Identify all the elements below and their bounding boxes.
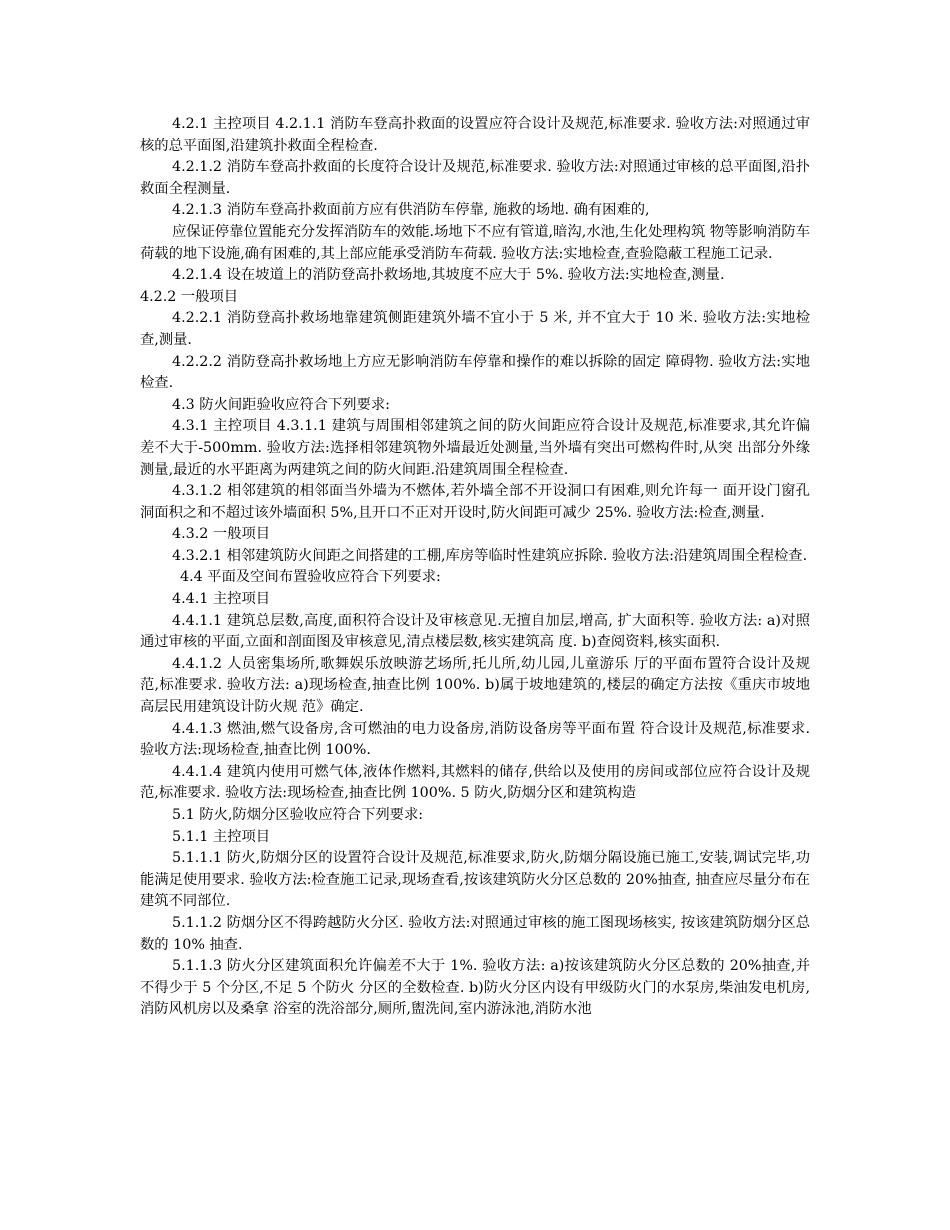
heading-4-3-2: 4.3.2 一般项目 — [172, 526, 271, 543]
paragraph-5-1-1-2: 5.1.1.2 防烟分区不得跨越防火分区. 验收方法:对照通过审核的施工图现场核实, 按该建筑防烟分区总数的 10% 抽查. — [140, 914, 810, 953]
paragraph-4-2-1: 4.2.1 主控项目 4.2.1.1 消防车登高扑救面的设置应符合设计及规范,标准要求. 验收方法:对照通过审核的总平面图,沿建筑扑救面全程检查. — [140, 116, 810, 154]
paragraph-4-4-1-3: 4.4.1.3 燃油,燃气设备房,含可燃油的电力设备房,消防设备房等平面布置 符合设计及规范,标准要求. 验收方法:现场检查,抽查比例 100%. — [140, 720, 810, 759]
heading-5-1: 5.1 防火,防烟分区验收应符合下列要求: — [172, 807, 424, 823]
paragraph-5-1-1-1: 5.1.1.1 防火,防烟分区的设置符合设计及规范,标准要求,防火,防烟分隔设施已施工,安装,调试完毕,功能满足使用要求. 验收方法:检查施工记录,现场查看,按该建筑防火分区总数的 20%抽查, 抽查应尽量分布在建筑不同部位. — [140, 850, 810, 910]
paragraph-4-2-1-2: 4.2.1.2 消防车登高扑救面的长度符合设计及规范,标准要求. 验收方法:对照通过审核的总平面图,沿扑救面全程测量. — [140, 159, 810, 197]
paragraph-4-4-1-4: 4.4.1.4 建筑内使用可燃气体,液体作燃料,其燃料的储存,供给以及使用的房间或部位应符合设计及规范,标准要求. 验收方法:现场检查,抽查比例 100%. 5 防火,防烟分区和建筑构造 — [140, 763, 810, 802]
paragraph-4-2-1-4: 4.2.1.4 设在坡道上的消防登高扑救场地,其坡度不应大于 5%. 验收方法:实地检查,测量. — [172, 267, 725, 284]
paragraph-4-3-1: 4.3.1 主控项目 4.3.1.1 建筑与周围相邻建筑之间的防火间距应符合设计及规范,标准要求,其允许偏差不大于-500mm. 验收方法:选择相邻建筑物外墙最近处测量,当外墙有突出可燃构件时,从突 出部分外缘测量,最近的水平距离为两建筑之间的防火间距.沿建筑周围全程检查. — [140, 418, 810, 478]
paragraph-4-2-1-3: 4.2.1.3 消防车登高扑救面前方应有供消防车停靠, 施救的场地. 确有困难的, — [172, 202, 650, 219]
paragraph-4-3-1-2: 4.3.1.2 相邻建筑的相邻面当外墙为不燃体,若外墙全部不开设洞口有困难,则允许每一 面开设门窗孔洞面积之和不超过该外墙面积 5%,且开口不正对开设时,防火间距可减少 25%. 验收方法:检查,测量. — [140, 483, 810, 521]
paragraph-4-4-1-1: 4.4.1.1 建筑总层数,高度,面积符合设计及审核意见.无擅自加层,增高, 扩大面积等. 验收方法: a)对照通过审核的平面,立面和剖面图及审核意见,清点楼层数,核实建筑高 度. b)查阅资料,核实面积. — [140, 612, 810, 651]
paragraph-4-2-2-2: 4.2.2.2 消防登高扑救场地上方应无影响消防车停靠和操作的难以拆除的固定 障碍物. 验收方法:实地检查. — [140, 353, 810, 392]
paragraph-4-3-2-1: 4.3.2.1 相邻建筑防火间距之间搭建的工棚,库房等临时性建筑应拆除. 验收方法:沿建筑周围全程检查. — [172, 547, 808, 564]
paragraph-4-2-2-1: 4.2.2.1 消防登高扑救场地靠建筑侧距建筑外墙不宜小于 5 米, 并不宜大于 10 米. 验收方法:实地检查,测量. — [140, 310, 810, 348]
heading-5-1-1: 5.1.1 主控项目 — [172, 828, 271, 845]
paragraph-4-4-1-2: 4.4.1.2 人员密集场所,歌舞娱乐放映游艺场所,托儿所,幼儿园,儿童游乐 厅的平面布置符合设计及规范,标准要求. 验收方法: a)现场检查,抽查比例 100%. b)属于坡地建筑的,楼层的确定方法按《重庆市坡地高层民用建筑设计防火规 范》确定. — [140, 655, 810, 716]
heading-4-3: 4.3 防火间距验收应符合下列要求: — [172, 396, 390, 413]
heading-4-4-1: 4.4.1 主控项目 — [172, 591, 271, 608]
heading-4-4: 4.4 平面及空间布置验收应符合下列要求: — [180, 569, 441, 586]
paragraph-5-1-1-3: 5.1.1.3 防火分区建筑面积允许偏差不大于 1%. 验收方法: a)按该建筑防火分区总数的 20%抽查,并不得少于 5 个分区,不足 5 个防火 分区的全数检查. b)防火分区内设有甲级防火门的水泵房,柴油发电机房,消防风机房以及桑拿 浴室的洗浴部分,厕所,盥洗间,室内游泳池,消防水池 — [140, 958, 810, 1018]
heading-4-2-2: 4.2.2 一般项目 — [140, 288, 239, 305]
document-body — [140, 114, 810, 1021]
paragraph-4-2-1-3-continued: 应保证停靠位置能充分发挥消防车的效能.场地下不应有管道,暗沟,水池,生化处理构筑 物等影响消防车荷载的地下设施,确有困难的,其上部应能承受消防车荷载. 验收方法:实地检查,查验隐蔽工程施工记录. — [140, 223, 810, 262]
